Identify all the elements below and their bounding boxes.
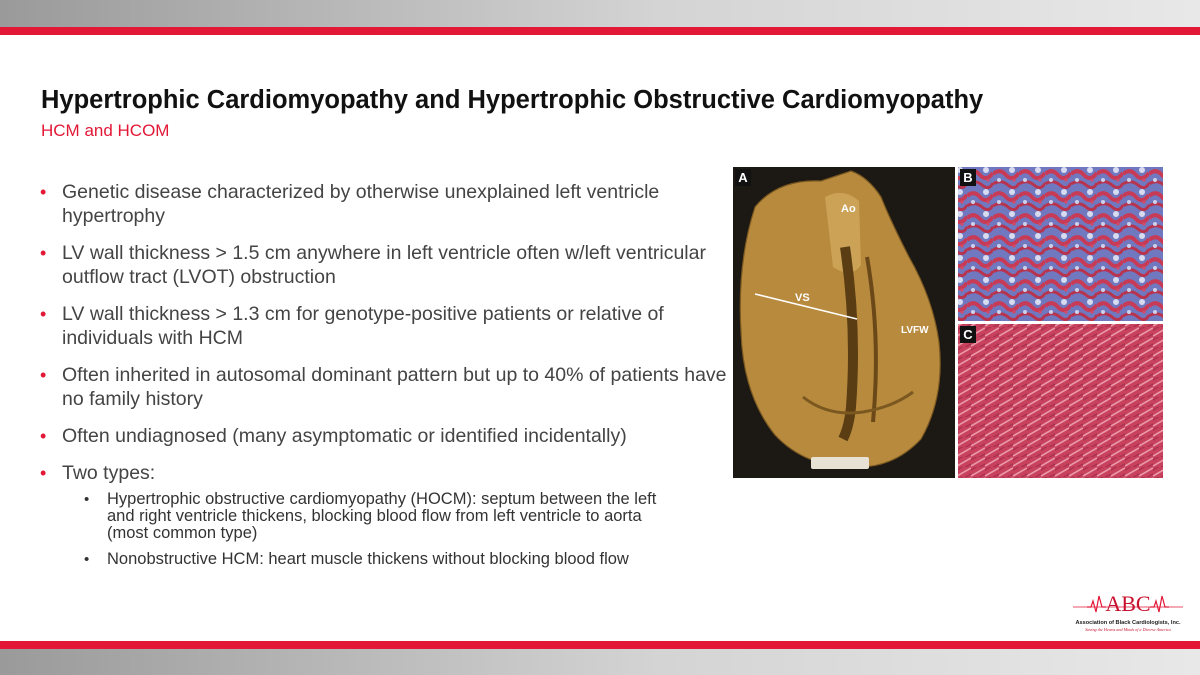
bullet-dot-icon: • xyxy=(40,182,47,202)
bullet-item: • LV wall thickness > 1.5 cm anywhere in left ventricle often w/left ventricular outflow tract (LVOT) obstruction xyxy=(40,242,706,288)
logo-tagline: Saving the Hearts and Minds of a Diverse America xyxy=(1085,627,1171,632)
septum-label: VS xyxy=(795,292,810,304)
sub-bullet-item: • Nonobstructive HCM: heart muscle thickens without blocking blood flow xyxy=(84,550,629,568)
sub-bullet-item: • Hypertrophic obstructive cardiomyopathy (HOCM): septum between the left and right ventricle thickens, blocking blood flow from left ventricle to aorta (most common type) xyxy=(84,490,657,542)
sub-bullet-dot-icon: • xyxy=(84,551,90,568)
bottom-gray-band xyxy=(0,649,1200,675)
bottom-red-stripe xyxy=(0,641,1200,649)
logo-organization-name: Association of Black Cardiologists, Inc. xyxy=(1075,620,1181,626)
slide-title: Hypertrophic Cardiomyopathy and Hypertrophic Obstructive Cardiomyopathy xyxy=(41,86,984,114)
bullet-dot-icon: • xyxy=(40,243,47,263)
hcm-heart-figure xyxy=(733,167,1163,478)
bullet-list xyxy=(40,180,730,577)
free-wall-label: LVFW xyxy=(901,325,929,336)
panel-b-label: B xyxy=(963,170,973,185)
panel-a-label: A xyxy=(738,170,748,185)
panel-b xyxy=(958,167,1163,321)
sub-bullet-list xyxy=(84,491,730,568)
logo-abbreviation: ABC xyxy=(1105,591,1151,616)
bullet-item: • Often undiagnosed (many asymptomatic or identified incidentally) xyxy=(40,425,627,447)
bullet-item: • Often inherited in autosomal dominant pattern but up to 40% of patients have no family history xyxy=(40,364,727,410)
bullet-dot-icon: • xyxy=(40,365,47,385)
abc-logo xyxy=(1073,588,1183,636)
aorta-label: Ao xyxy=(841,203,856,215)
top-red-stripe xyxy=(0,27,1200,35)
bullet-item: • Two types: • Hypertrophic obstructive cardiomyopathy (HOCM): septum between the left and right ventricle thickens, blocking blood flow from left ventricle to aorta (most common type) • Nonobstructive HCM: heart muscle thickens without blocking blood flow xyxy=(40,461,730,568)
top-gray-band xyxy=(0,0,1200,27)
panel-a xyxy=(733,167,955,478)
slide-subtitle: HCM and HCOM xyxy=(41,121,170,140)
panel-c-label: C xyxy=(963,327,973,342)
bullet-dot-icon: • xyxy=(40,426,47,446)
bullet-dot-icon: • xyxy=(40,304,47,324)
bullet-item: • LV wall thickness > 1.3 cm for genotype-positive patients or relative of individuals with HCM xyxy=(40,303,664,349)
bullet-item: • Genetic disease characterized by otherwise unexplained left ventricle hypertrophy xyxy=(40,181,660,227)
bullet-dot-icon: • xyxy=(40,463,47,483)
sub-bullet-dot-icon: • xyxy=(84,491,90,508)
panel-c xyxy=(958,324,1163,478)
